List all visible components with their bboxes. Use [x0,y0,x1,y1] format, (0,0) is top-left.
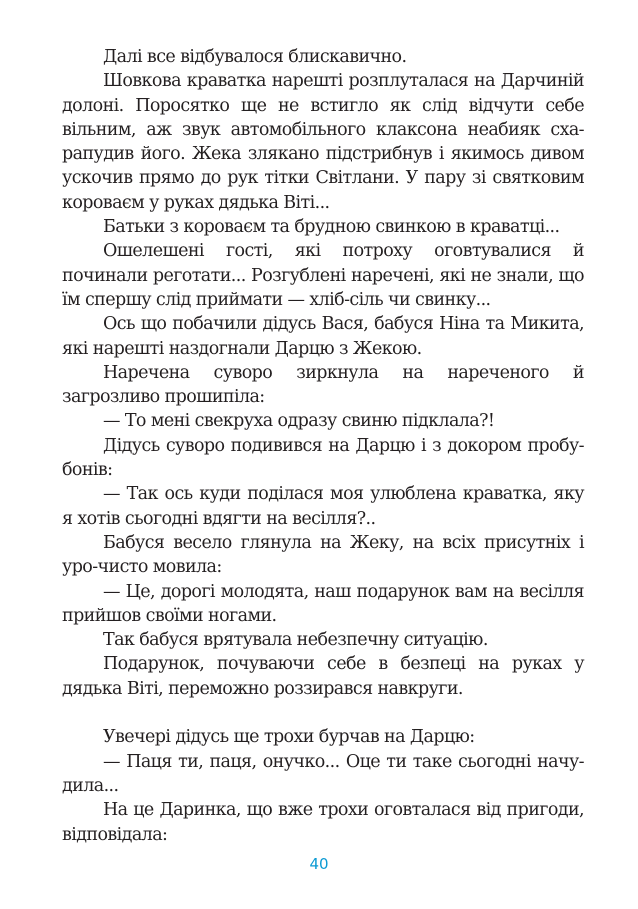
paragraph: Наречена суворо зиркнула на нареченого й загрозливо прошипіла: [62,362,584,408]
paragraph: Ошелешені гості, які потроху оговтувалися й починали реготати... Розгублені наречені, які не знали, що їм спершу слід приймати — хліб-сіль чи свинку... [62,241,584,310]
dialogue-line: — Так ось куди поділася моя улюблена краватка, яку я хотів сьогодні вдягти на весілля?.. [62,484,584,529]
paragraph: Далі все відбувалося блискавично. [103,47,407,67]
paragraph: Так бабуся врятувала небезпечну ситуацію. [103,630,488,651]
dialogue-line: — Паця ти, паця, онучко... Оце ти таке сьогодні начу-дила... [62,751,584,796]
paragraph: Увечері дідусь ще трохи бурчав на Дарцю: [103,727,475,748]
paragraph: Бабуся весело глянула на Жеку, на всіх присутніх і уро-чисто мовила: [62,532,584,578]
paragraph: Подарунок, почуваючи себе в безпеці на руках у дядька Віті, переможно роззирався навкруги. [62,654,584,699]
paragraph: Батьки з короваєм та брудною свинкою в краватці... [103,217,560,238]
dialogue-line: — Це, дорогі молодята, наш подарунок вам на весілля прийшов своїми ногами. [62,581,584,626]
section-break [62,701,584,725]
story-text [62,45,584,847]
page-number: 40 [309,855,329,873]
paragraph: Шовкова краватка нарешті розплуталася на Дарчиній долоні. Поросятко ще не встигло як слід відчути себе вільним, аж звук автомобільного клаксона неабияк сха-рапудив його. Жека злякано підстрибнув і якимось дивом ускочив прямо до рук тітки Світлани. У пару зі святковим короваєм у руках дядька Віті... [62,71,584,213]
paragraph: На це Даринка, що вже трохи оговталася від пригоди, відповідала: [62,800,584,845]
paragraph: Ось що побачили дідусь Вася, бабуся Ніна та Микита, які нарешті наздогнали Дарцю з Жекою. [62,314,584,359]
paragraph: Дідусь суворо подивився на Дарцю і з докором пробу-бонів: [62,435,584,481]
dialogue-line: — То мені свекруха одразу свиню підклала?! [103,411,495,432]
